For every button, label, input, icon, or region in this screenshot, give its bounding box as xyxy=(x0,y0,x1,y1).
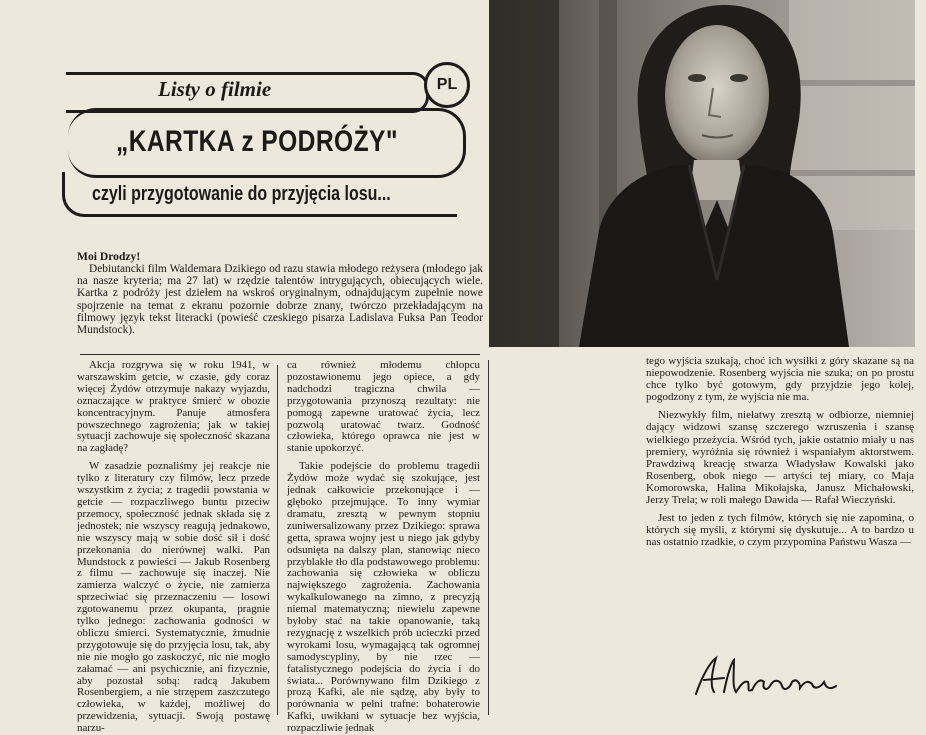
greeting: Moi Drodzy! xyxy=(77,250,141,263)
col2-paragraph: ca również młodemu chłopcu pozostawionemu jego opiece, a gdy nadchodzi tragiczna chwila — przygotowania przynoszą rezultaty: nie pomogą zapewne uratować życia, lecz pozwolą uratować twarz. Godność człowieka, którego oprawca nie jest w stanie upokorzyć. xyxy=(287,359,480,455)
film-still-photo xyxy=(489,0,915,347)
lead-paragraph xyxy=(77,263,483,336)
col2-paragraph: Takie podejście do problemu tragedii Żydów może wydać się szokujące, jest jednak całkowicie przekonujące i — głęboko przejmujące. To inny wymiar dramatu, zresztą w pewnym stopniu zuniwersalizowany przez Dzikiego: sprawa getta, sprawa wojny jest u niego jak gdyby odsunięta na dalszy plan, stanowiąc nieco przyblakłe tło dla podstawowego problemu: zachowania się człowieka w obliczu największego zagrożenia. Zachowania wykalkulowanego na zimno, z precyzją niemal matematyczną; niewielu zapewne byłoby stać na takie opanowanie, taką rezygnację z wszelkich prób ucieczki przed wyrokami losu, wymagającą tak ogromnej samodyscypliny, by nie rzec — fatalistycznego podejścia do życia i do świata... Porównywano film Dzikiego z prozą Kafki, ale nie sądzę, aby były to porównania w pełni trafne: bohaterowie Kafki, uwikłani w sytuacje bez wyjścia, rozpaczliwie jednak xyxy=(287,460,480,735)
col3-paragraph: Niezwykły film, niełatwy zresztą w odbiorze, niemniej dający widzowi szansę szczerego wzruszenia i szansę wielkiego przeżycia. Wśród tych, jakie ostatnio miały u nas premiery, wyróżnia się również i wspaniałym aktorstwem. Prawdziwą kreację stwarza Władysław Kowalski jako Rosenberg, obok niego — artyści tej miary, co Maja Komorowska, Halina Mikołajska, Janusz Michałowski, Jerzy Trela; w roli małego Dawida — Rafał Wieczyński. xyxy=(646,409,914,507)
column-3 xyxy=(646,355,914,548)
signature-image xyxy=(690,652,840,702)
col1-paragraph: Akcja rozgrywa się w roku 1941, w warszawskim getcie, w czasie, gdy coraz więcej Żydów otrzymuje nakazy wyjazdu, oznaczające w praktyce śmierć w obozie koncentracyjnym. Panuje atmosfera powszechnego zagrożenia; jak w takiej sytuacji zachowuje się społeczność skazana na zagładę? xyxy=(77,359,270,455)
column-2 xyxy=(287,360,480,735)
article-subtitle: czyli przygotowanie do przyjęcia losu... xyxy=(92,183,391,205)
column-3-wrapper xyxy=(496,355,914,548)
column-1 xyxy=(77,360,270,735)
column-divider xyxy=(488,360,489,715)
lead-text: Debiutancki film Waldemara Dzikiego od razu stawia młodego reżysera (młodego jak na nasze kryteria; ma 27 lat) w rzędzie talentów intrygujących, obiecujących wiele. Kartka z podróży jest dziełem na wskroś oryginalnym, odnajdującym zupełnie nowe spojrzenie na temat z ekranu pozornie dobrze znany, twórczo przekładającym na filmowy język tekst literacki (powieść czeskiego pisarza Ladislava Fuksa Pan Teodor Mundstock). xyxy=(77,263,483,337)
column-divider xyxy=(277,365,278,715)
col3-paragraph: Jest to jeden z tych filmów, których się nie zapomina, o których się myśli, z którymi się dyskutuje... A to bardzo u nas ostatnio rzadkie, o czym przypomina Państwu Wasza — xyxy=(646,512,914,549)
article-title: „KARTKA z PODRÓŻY" xyxy=(116,125,398,158)
country-badge: PL xyxy=(424,62,470,108)
series-label: Listy o filmie xyxy=(158,77,272,101)
col1-paragraph: W zasadzie poznaliśmy jej reakcje nie tylko z literatury czy filmów, lecz przede wszystkim z życia; z tragedii powstania w getcie — rozpaczliwego buntu przeciw przemocy, społeczność jednak składa się z jednostek; nie wszyscy reagują jednakowo, nie wszyscy mają w sobie dość sił i dość przekonania do nierównej walki. Pan Mundstock z powieści — Jakub Rosenberg z filmu — zachowuje się inaczej. Nie zamierza walczyć o życie, nie zamierza sprzeciwiać się przeznaczeniu — losowi zgotowanemu przez okupanta, pragnie tylko jednego: zachowania godności w obliczu śmierci. Systematycznie, żmudnie przygotowuje się do przyjęcia losu, tak, aby nie nie mogło go zaskoczyć, nic nie mogło załamać — ani psychicznie, ani fizycznie, aby pozostał sobą: radcą Jakubem Rosenbergiem, a nie strzępem zaszczutego człowieka, w każdej, możliwej do przewidzenia, sytuacji. Swoją postawę narzu- xyxy=(77,460,270,735)
lead-divider xyxy=(80,354,480,355)
col3-paragraph: tego wyjścia szukają, choć ich wysiłki z góry skazane są na niepowodzenie. Rosenberg wyjścia nie szuka; on po prostu chce tylko być gotowym, gdy przyjdzie jego kolej, pogodzony z tym, że wyjścia nie ma. xyxy=(646,355,914,404)
